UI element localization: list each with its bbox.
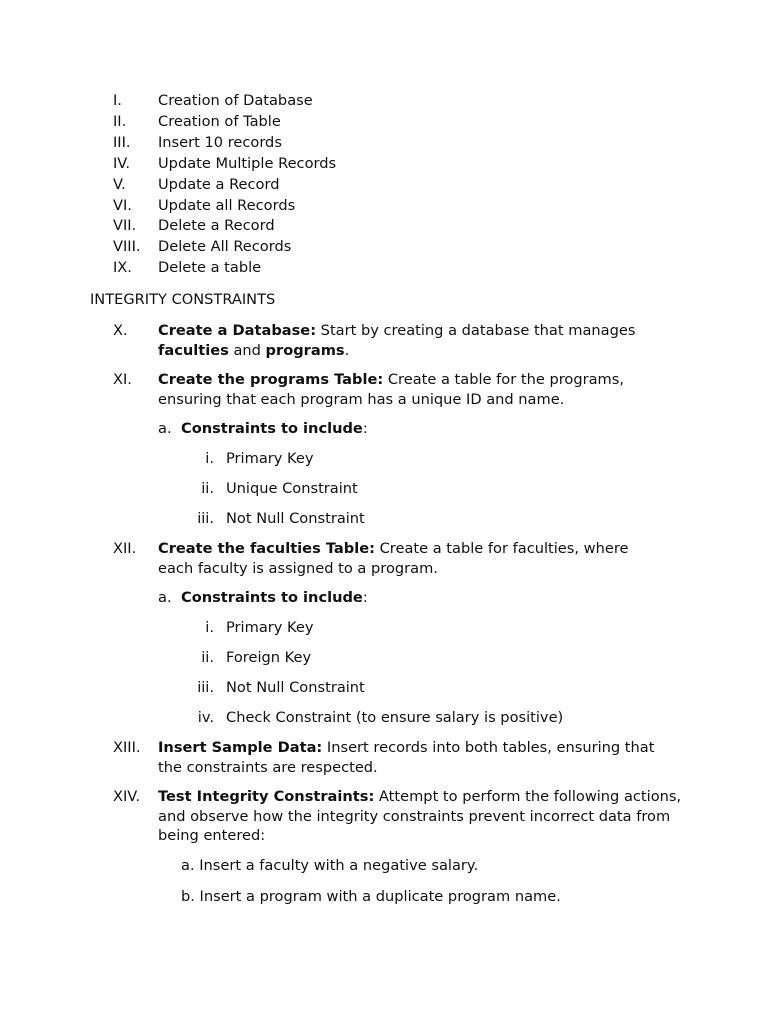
- list-number: V.: [113, 176, 126, 193]
- constraint-number: i.: [205, 450, 214, 467]
- item-x-bold3: programs: [265, 342, 345, 359]
- list-number: II.: [113, 113, 127, 130]
- item-xi-body: Create a table for the programs, ensuring that each program has a unique ID and name.: [158, 371, 624, 408]
- constraint-item: Unique Constraint: [226, 480, 358, 497]
- list-item: Update all Records: [158, 197, 296, 214]
- list-number: IX.: [113, 259, 132, 276]
- item-x-mid: and: [228, 342, 266, 359]
- constraint-item: Primary Key: [226, 619, 314, 636]
- constraint-item: Check Constraint (to ensure salary is positive): [226, 709, 564, 726]
- item-x-bold: Create a Database:: [158, 322, 317, 339]
- action-item: a. Insert a faculty with a negative salary.: [181, 857, 479, 874]
- constraint-number: ii.: [201, 480, 214, 497]
- list-number: VII.: [113, 217, 137, 234]
- item-xiv-bold: Test Integrity Constraints:: [158, 788, 375, 805]
- constraints-label: [181, 588, 368, 608]
- item-number: X.: [113, 322, 128, 339]
- constraint-number: iv.: [197, 709, 214, 726]
- item-xiii-body: Insert records into both tables, ensuring that the constraints are respected.: [158, 739, 655, 776]
- constraints-label-bold: Constraints to include: [181, 589, 363, 606]
- constraint-number: iii.: [197, 510, 214, 527]
- item-number: XIII.: [113, 739, 141, 756]
- item-xii-text: [158, 539, 658, 579]
- constraint-item: Not Null Constraint: [226, 679, 365, 696]
- item-x-end: .: [344, 342, 350, 359]
- item-xi-text: [158, 370, 658, 410]
- list-item: Delete a Record: [158, 217, 275, 234]
- item-xiii-text: [158, 738, 683, 778]
- constraint-item: Not Null Constraint: [226, 510, 365, 527]
- constraint-item: Foreign Key: [226, 649, 312, 666]
- item-xii-bold: Create the faculties Table:: [158, 540, 375, 557]
- list-item: Delete All Records: [158, 238, 292, 255]
- constraints-label-colon: :: [362, 589, 368, 606]
- constraint-number: i.: [205, 619, 214, 636]
- item-number: XII.: [113, 540, 137, 557]
- item-number: XI.: [113, 371, 132, 388]
- list-number: VI.: [113, 197, 132, 214]
- list-item: Update Multiple Records: [158, 155, 337, 172]
- item-xi-bold: Create the programs Table:: [158, 371, 384, 388]
- list-number: VIII.: [113, 238, 141, 255]
- constraint-number: iii.: [197, 679, 214, 696]
- list-number: I.: [113, 92, 122, 109]
- list-number: III.: [113, 134, 131, 151]
- constraints-label-colon: :: [362, 420, 368, 437]
- sub-letter: a.: [158, 420, 172, 437]
- item-x-text: [158, 321, 678, 361]
- list-number: IV.: [113, 155, 131, 172]
- constraint-item: Primary Key: [226, 450, 314, 467]
- action-item: b. Insert a program with a duplicate program name.: [181, 888, 561, 905]
- item-xiv-text: [158, 787, 683, 846]
- constraints-label: [181, 419, 368, 439]
- constraint-number: ii.: [201, 649, 214, 666]
- item-xiii-bold: Insert Sample Data:: [158, 739, 323, 756]
- list-item: Delete a table: [158, 259, 262, 276]
- item-number: XIV.: [113, 788, 141, 805]
- item-xii-body: Create a table for faculties, where each faculty is assigned to a program.: [158, 540, 629, 577]
- list-item: Insert 10 records: [158, 134, 282, 151]
- constraints-label-bold: Constraints to include: [181, 420, 363, 437]
- item-xiv-body: Attempt to perform the following actions, and observe how the integrity constraints prevent incorrect data from being entered:: [158, 788, 682, 844]
- list-item: Creation of Database: [158, 92, 313, 109]
- sub-letter: a.: [158, 589, 172, 606]
- list-item: Update a Record: [158, 176, 280, 193]
- list-item: Creation of Table: [158, 113, 281, 130]
- section-heading: INTEGRITY CONSTRAINTS: [90, 291, 276, 308]
- item-x-text1: Start by creating a database that manages: [316, 322, 636, 339]
- item-x-bold2: faculties: [158, 342, 229, 359]
